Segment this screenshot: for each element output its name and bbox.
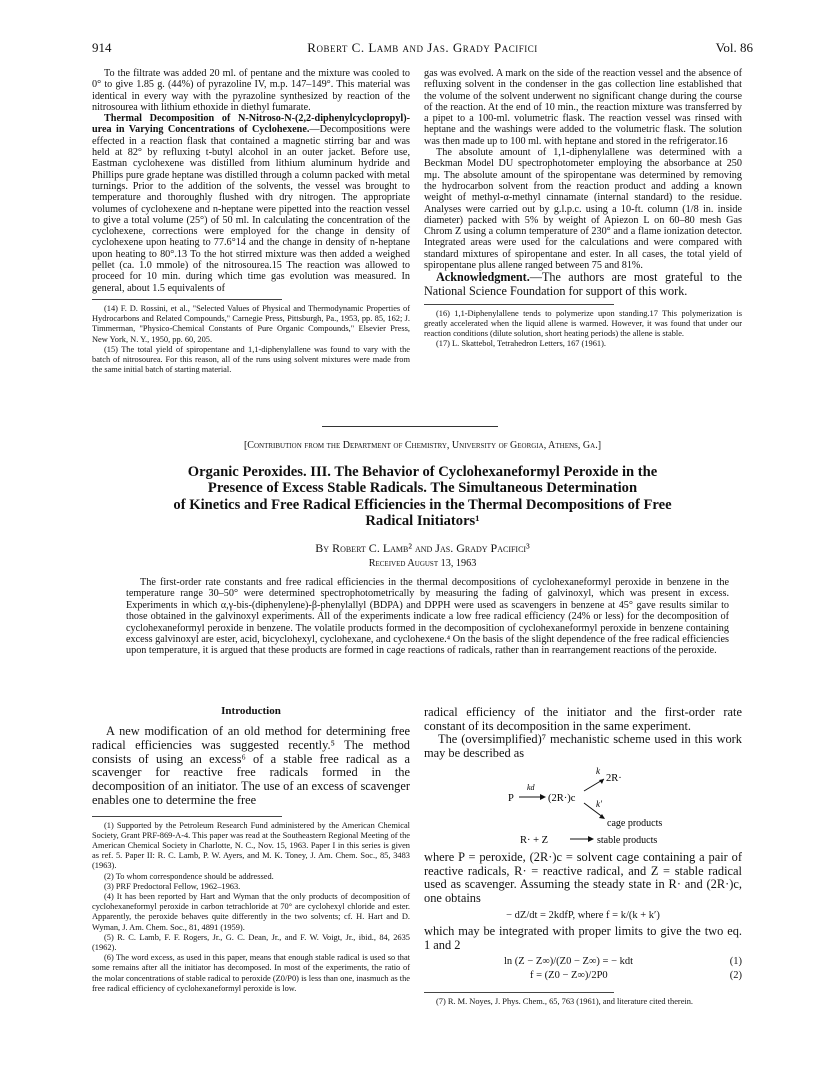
footnote: (15) The total yield of spiropentane and 1,1-diphenylallene was found to vary with the batch of nitrosourea. For this reason, all of the runs using solvent mixtures were made from the same initial batch of starting material. [92,344,410,375]
footnotes [92,821,410,994]
title-line: Presence of Excess Stable Radicals. The Simultaneous Determination [207,480,638,497]
ack-body: —The authors are most grateful to the National Science Foundation for support of this work. [424,270,742,298]
equation-2-number: (2) [729,970,742,982]
paragraph: radical efficiency of the initiator and the first-order rate constant of its decomposition in the same experiment. [424,705,742,733]
article-separator [322,426,498,427]
contribution-line: [Contribution from the Department of Chemistry, University of Georgia, Athens, Ga.] [243,440,602,451]
right-text-2 [424,851,742,906]
equation-1-text: ln (Z − Z∞)/(Z0 − Z∞) = − kdt [504,956,634,968]
cage-products-label: cage products [607,817,663,829]
paragraph: The absolute amount of 1,1-diphenylallene was determined with a Beckman Model DU spectrophotometer employing the absorbance at 250 mμ. The absolute amount of the spiropentane was determined by removing the hydrocarbon solvent from the reaction product and adding a known weight of methyl-α-methyl cinnamate (internal standard) to the residue. Analyses were carried out by g.l.p.c. using a 10-ft. column (1/8 in. inside diameter) packed with 5% by weight of Apiezon L on 60–80 mesh Gas Chrom Z using a column temperature of 230° and a flame ionization detector. Integrated areas were used for the calculations and were compared with standard mixtures of spiropentane and ester. In all cases, the total yield of spiropentane plus allene ranged between 75 and 81%. [424,147,742,272]
right-text [424,706,742,761]
footnote-rule [424,304,614,305]
section-heading: Thermal Decomposition of N-Nitroso-N-(2,2-diphenylcyclopropyl)-urea in Varying Concentrations of Cyclohexene. [92,113,410,136]
introduction-heading: Introduction [221,705,281,717]
byline: By Robert C. Lamb² and Jas. Grady Pacifici³ [315,541,530,555]
footnote: (5) R. C. Lamb, F. F. Rogers, Jr., G. C. Dean, Jr., and F. W. Voigt, Jr., ibid., 84, 2635 (1962). [92,932,410,952]
paragraph-body: —Decompositions were effected in a reaction flask that contained a magnetic stirring bar and was held at 82° by refluxing t-butyl alcohol in an outer jacket. Before use, Eastman cyclohexene was distilled from lithium aluminum hydride and Phillips pure grade heptane was distilled through a column packed with metal turnings. Prior to the addition of the solvents, the vessel was brought to temperature and thoroughly flushed with dry nitrogen. The appropriate volumes of cyclohexene and n-heptane were pipetted into the reaction vessel to give a total volume (25°) of 50 ml. In calculating the concentration of the cyclohexene, corrections were employed for the change in density of cyclohexene upon heating to 77.6°14 and the change in density of n-heptane upon heating to 80°.13 To the hot stirred mixture was then added a weighed pellet (ca. 1.0 mmole) of the nitrosourea.15 The reaction was allowed to proceed for 10 min. during which time gas evolution was measured. In general, about 1.5 equivalents of [92,124,410,294]
paragraph: which may be integrated with proper limits to give the two eq. 1 and 2 [424,923,742,952]
paragraph: gas was evolved. A mark on the side of the reaction vessel and the absence of refluxing solvent in the condenser in the gas collection line established that the volume of the solvent underwent no significant change during the course of the reaction. At the end of 10 min., the reaction mixture was transferred by a pipet to a 100-ml. volumetric flask. The reaction vessel was rinsed with heptane and the washings were added to the volumetric flask. The solution was then made up to 100 ml. with heptane and stored in the refrigerator.16 [424,68,742,147]
left-top-column [92,68,410,375]
footnotes [92,304,410,375]
arrowhead [540,794,546,800]
received-date: Received August 13, 1963 [368,558,477,569]
running-title: Robert C. Lamb and Jas. Grady Pacifici [307,40,538,55]
footnote-rule [424,992,614,993]
scavenging-reactants: R· + Z [520,834,549,846]
right-top-column [424,68,742,349]
peroxide-label: P [508,792,514,804]
footnote-rule [92,299,282,300]
title-line: Radical Initiators¹ [365,513,480,530]
footnote: (6) The word excess, as used in this paper, means that enough stable radical is used so that some remains after all the initiator has decomposed. In most of the experiments, the ratio of the molar concentrations of stable radical to peroxide (Z0/P0) is less than one, inasmuch as the free radical efficiency of cyclohexaneformyl peroxide is low. [92,953,410,993]
rate-constant-k: k [596,765,600,776]
footnote: (3) PRF Predoctoral Fellow, 1962–1963. [104,881,241,891]
ack-heading: Acknowledgment. [436,270,530,285]
abstract-text: The first-order rate constants and free radical efficiencies in the thermal decompositions of cyclohexaneformyl peroxide in benzene in the temperature range 30–50° were determined spectrophotometrically by measuring the fading of galvinoxyl, which was present in excess. Experiments in which α,γ-bis-(diphenylene)-β-phenylallyl (BDPA) and DPPH were used as scavengers in benzene at 45° gave results similar to those obtained in the galvinoxyl experiments. All of the experiments indicate a low free radical efficiency (24% or less) for the decomposition of cyclohexaneformyl peroxide in benzene. The volatile products formed in the decomposition of cyclohexaneformyl peroxide in benzene containing excess galvinoxyl are ester, acid, bicyclohexyl, cyclohexane, and cyclohexene.⁴ On the basis of the slight dependence of the free radical efficiencies upon temperature, it is argued that these products are formed in cage reactions of radicals, rather than in rearrangement reactions of the peroxide. [126,577,729,657]
solvent-cage-label: (2R·)c [548,792,576,804]
title-line: of Kinetics and Free Radical Efficiencies in the Thermal Decompositions of Free [173,496,672,513]
stable-products-label: stable products [597,834,658,846]
equation-1 [424,956,742,970]
left-bottom-column [92,706,410,994]
rate-constant-kprime: k′ [596,798,602,809]
acknowledgment [424,271,742,298]
footnote: (17) L. Skattebol, Tetrahedron Letters, 167 (1961). [436,339,606,349]
paragraph: The (oversimplified)⁷ mechanistic scheme used in this work may be described as [424,732,742,761]
article-title [92,464,753,530]
paragraph: A new modification of an old method for determining free radical efficiencies was suggested recently.⁵ The method consists of using an excess⁶ of a stable free radical as a scavenger for reactive free radicals formed in the decomposition of an initiator. The use of an excess of scavenger enables one to determine the free [92,724,410,807]
rate-equation: − dZ/dt = 2kdfP, where f = k/(k + k′) [506,909,660,921]
free-radicals-label: 2R· [606,772,622,784]
volume-label: Vol. 86 [715,40,753,55]
equation-2-text: f = (Z0 − Z∞)/2P0 [530,970,608,982]
arrowhead [588,836,594,842]
footnote-rule [92,816,282,817]
right-bottom-column [424,706,742,1008]
equation-2 [424,970,742,984]
intro-text [92,725,410,807]
paragraph: where P = peroxide, (2R·)c = solvent cage containing a pair of reactive radicals, R· = reactive radical, and Z = stable radical used as scavenger. Assuming the steady state in R· and (2R·)c, one obtains [424,849,742,905]
footnote: (7) R. M. Noyes, J. Phys. Chem., 65, 763 (1961), and literature cited therein. [436,997,694,1007]
mechanism-scheme [424,763,742,849]
page-number: 914 [92,40,112,55]
equation-1-number: (1) [729,956,742,968]
footnote: (1) Supported by the Petroleum Research Fund administered by the American Chemical Society, Grant PRF-869-A-4. This paper was read at the Southeastern Regional Meeting of the American Chemical Society in Charlotte, N. C., Nov. 15, 1963. Paper I in this series is given as ref. 5. Paper II: R. C. Lamb, P. W. Ayers, and M. K. Toney, J. Am. Chem. Soc., 85, 3483 (1963). [92,820,410,871]
footnote: (2) To whom correspondence should be addressed. [104,871,274,881]
footnote: (14) F. D. Rossini, et al., "Selected Values of Physical and Thermodynamic Properties of Hydrocarbons and Related Compounds," Carnegie Press, Pittsburgh, Pa., 1953, pp. 85, 162; J. Timmerman, "Physico-Chemical Constants of Pure Organic Compounds," Elsevier Press, New York, N. Y., 1950, pp. 60, 205. [92,303,410,344]
abstract [126,577,729,657]
title-line: Organic Peroxides. III. The Behavior of Cyclohexaneformyl Peroxide in the [187,464,658,480]
paragraph [92,113,410,294]
rate-constant-kd: kd [527,782,535,792]
footnote: (4) It has been reported by Hart and Wyman that the only products of decomposition of cyclohexaneformyl peroxide in carbon tetrachloride at 70° are cyclohexyl chloride and ester. Apparently, the peroxide behaves quite differently in the two solvents; cf. H. Hart and D. Wyman, J. Am. Chem. Soc., 81, 4891 (1959). [92,891,410,932]
footnote: (16) 1,1-Diphenylallene tends to polymerize upon standing.17 This polymerization is greatly accelerated when the liquid allene is warmed. However, it was found that under our reaction conditions (dilute solution, short heating periods) the allene is stable. [424,308,742,338]
footnotes [424,309,742,350]
footnotes [424,997,742,1007]
paragraph: To the filtrate was added 20 ml. of pentane and the mixture was cooled to 0° to give 1.85 g. (44%) of pyrazoline IV, m.p. 147–149°. This material was identical in every way with the pyrazoline synthesized by reaction of the nitrosourea with lithium ethoxide in diethyl fumarate. [92,68,410,113]
right-text-3 [424,925,742,952]
